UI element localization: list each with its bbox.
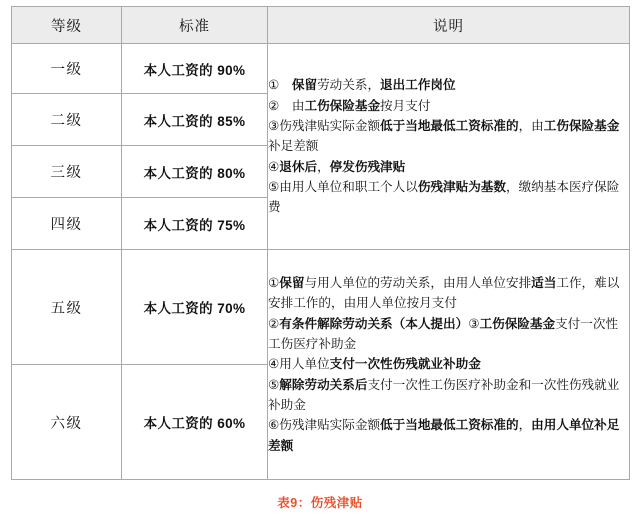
description-line: ② 由工伤保险基金按月支付 [268, 98, 431, 113]
cell-level: 三级 [12, 146, 122, 198]
column-header-standard: 标准 [122, 7, 268, 44]
description-line: ⑤解除劳动关系后支付一次性工伤医疗补助金和一次性伤残就业补助金 [268, 377, 620, 413]
cell-standard: 本人工资的 80% [122, 146, 268, 198]
cell-level: 四级 [12, 198, 122, 250]
table-body [12, 44, 630, 480]
table-header-row [12, 7, 630, 44]
description-line: ①保留与用人单位的劳动关系，由用人单位安排适当工作，难以安排工作的，由用人单位按月支付 [268, 275, 620, 311]
document-page [0, 6, 640, 521]
cell-standard: 本人工资的 60% [122, 365, 268, 480]
table-caption: 表9：伤残津贴 [277, 496, 363, 510]
column-header-description: 说明 [268, 7, 630, 44]
description-line: ③伤残津贴实际金额低于当地最低工资标准的，由工伤保险基金补足差额 [268, 118, 620, 154]
disability-allowance-table [11, 6, 630, 480]
cell-level: 六级 [12, 365, 122, 480]
cell-level: 一级 [12, 44, 122, 94]
cell-level: 二级 [12, 94, 122, 146]
description-line: ④用人单位支付一次性伤残就业补助金 [268, 357, 481, 372]
description-line: ②有条件解除劳动关系（本人提出）③工伤保险基金支付一次性工伤医疗补助金 [268, 316, 619, 351]
cell-level: 五级 [12, 250, 122, 365]
table-row [12, 44, 630, 94]
cell-standard: 本人工资的 70% [122, 250, 268, 365]
cell-standard: 本人工资的 90% [122, 44, 268, 94]
cell-description-group-2 [268, 250, 630, 480]
table-header [12, 7, 630, 44]
description-line: ⑤由用人单位和职工个人以伤残津贴为基数，缴纳基本医疗保险费 [268, 180, 620, 215]
cell-standard: 本人工资的 75% [122, 198, 268, 250]
cell-standard: 本人工资的 85% [122, 94, 268, 146]
description-line: ④退休后，停发伤残津贴 [268, 159, 406, 174]
description-line: ① 保留劳动关系，退出工作岗位 [268, 78, 456, 93]
cell-description-group-1 [268, 44, 630, 250]
table-row [12, 250, 630, 365]
column-header-level: 等级 [12, 7, 122, 44]
description-line: ⑥伤残津贴实际金额低于当地最低工资标准的，由用人单位补足差额 [268, 418, 620, 453]
